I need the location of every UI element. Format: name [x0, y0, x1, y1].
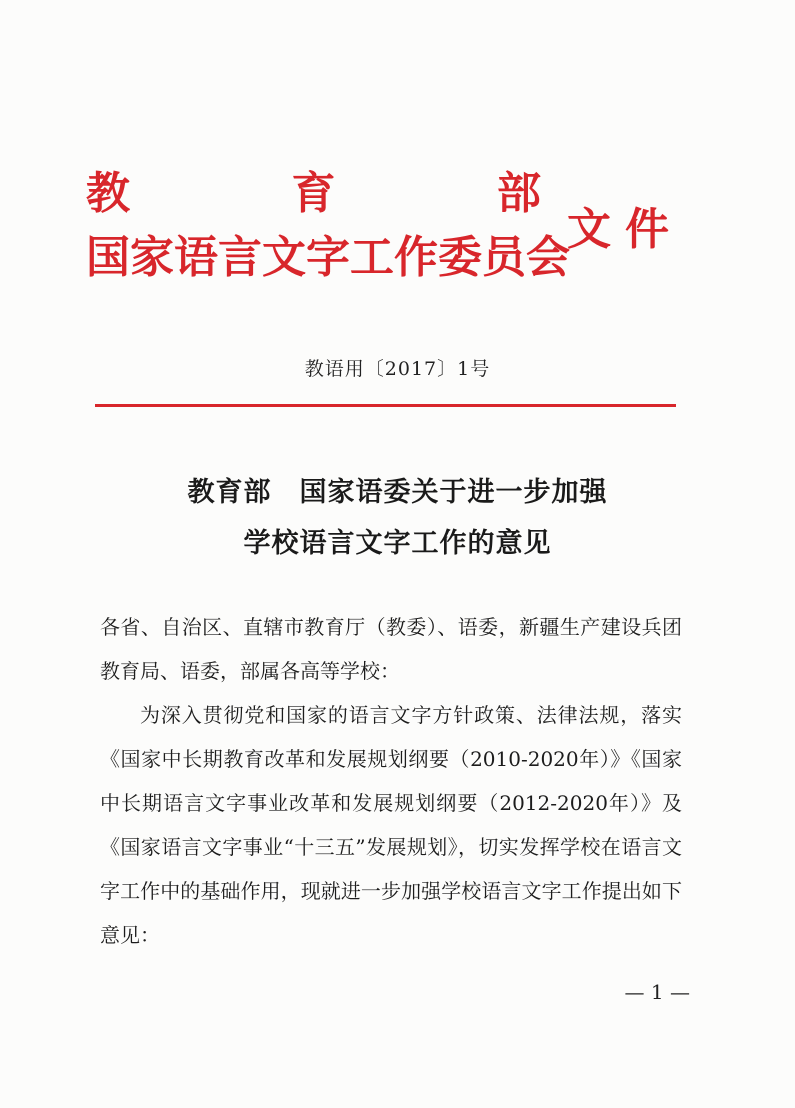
document-number: 教语用〔2017〕1号: [304, 358, 491, 380]
issuer-name-ministry: [86, 168, 541, 219]
addressee-paragraph: 各省、自治区、直辖市教育厅（教委）、语委，新疆生产建设兵团教育局、语委，部属各高等学校：: [100, 615, 682, 683]
issuer-char-1: 教: [86, 168, 130, 219]
issuer-char-2: 育: [291, 168, 336, 219]
body-paragraph-1: 为深入贯彻党和国家的语言文字方针政策、法律法规，落实《国家中长期教育改革和发展规划纲要（2010-2020年）》《国家中长期语言文字事业改革和发展规划纲要（2012-2020年）》及《国家语言文字事业“十三五”发展规划》，切实发挥学校在语言文字工作中的基础作用，现就进一步加强学校语言文字工作提出如下意见：: [100, 703, 682, 947]
document-type-label: 文件: [567, 204, 683, 255]
issuer-char-3: 部: [497, 168, 541, 219]
page-number: — 1 —: [624, 980, 690, 1004]
document-title-line-1: 教育部 国家语委关于进一步加强: [187, 477, 608, 508]
issuer-name-committee: 国家语言文字工作委员会: [86, 232, 570, 283]
red-divider-line: [95, 404, 676, 407]
document-title-line-2: 学校语言文字工作的意见: [243, 528, 552, 559]
